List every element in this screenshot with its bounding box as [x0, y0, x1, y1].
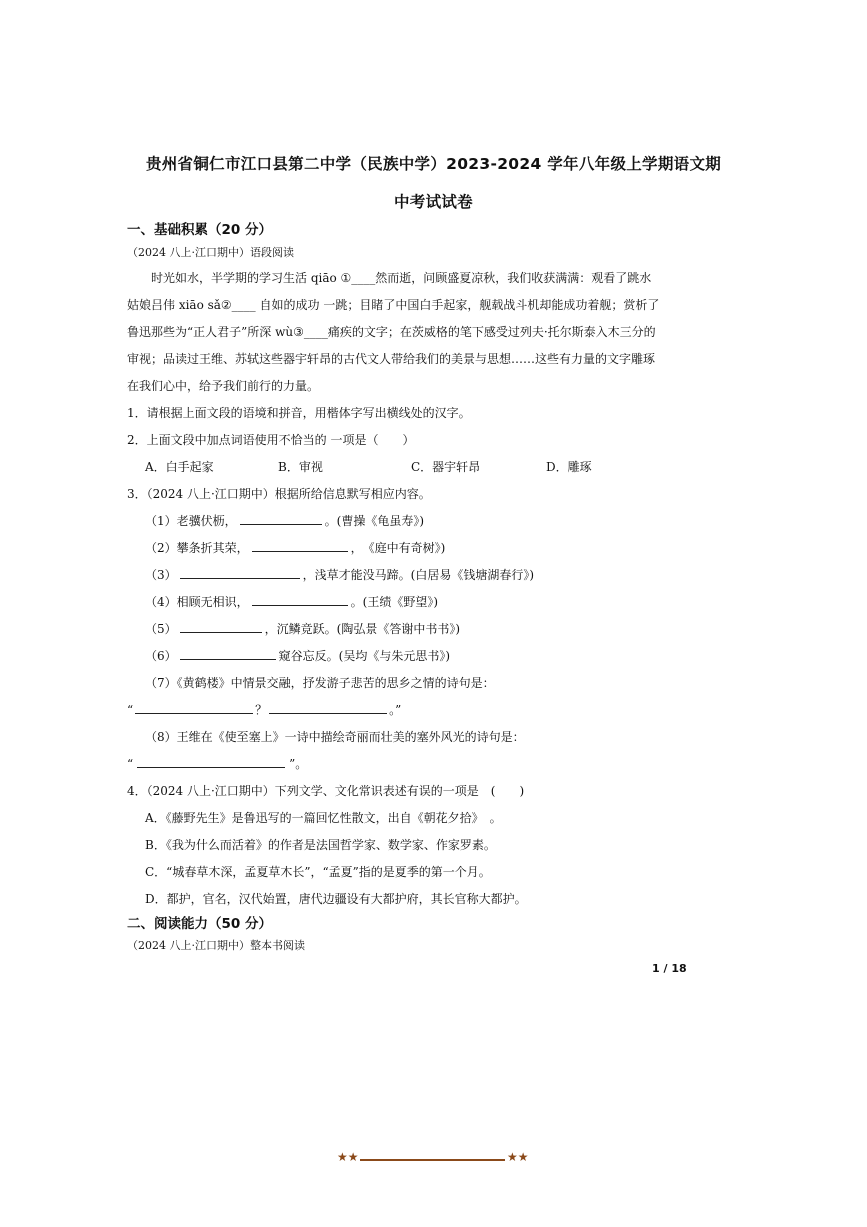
q3-item-8-answer — [127, 755, 307, 772]
q3-item-3 — [145, 566, 534, 583]
q3-item-3-prefix: （3） — [145, 568, 177, 582]
q3-item-2 — [145, 539, 445, 556]
answer-blank[interactable] — [180, 620, 262, 633]
passage-line-5: 在我们心中，给予我们前行的力量。 — [127, 379, 320, 393]
q2-option-a: A．白手起家 — [145, 460, 214, 474]
passage-line-4: 审视；品读过王维、苏轼这些器宇轩昂的古代文人带给我们的美景与思想……这些有力量的文字雕琢 — [127, 352, 656, 366]
q3-item-6-prefix: （6） — [145, 649, 177, 663]
open-quote: “ — [127, 703, 134, 717]
answer-blank[interactable] — [137, 755, 285, 768]
q3-item-6-suffix: 窥谷忘反。(吴均《与朱元思书》) — [278, 649, 451, 663]
q3-item-4-suffix: 。(王绩《野望》) — [350, 595, 439, 609]
q3-item-1-suffix: 。(曹操《龟虽寿》) — [324, 514, 425, 528]
document-title-line-2: 中考试试卷 — [393, 193, 473, 211]
answer-blank[interactable] — [135, 701, 253, 714]
page-number: 1 / 18 — [652, 962, 687, 975]
q2-option-d: D．雕琢 — [546, 460, 592, 474]
q3-item-1 — [145, 512, 424, 529]
q3-item-5-prefix: （5） — [145, 622, 177, 636]
q3-item-5 — [145, 620, 460, 637]
q3-item-2-prefix: （2）攀条折其荣， — [145, 541, 249, 555]
question-3: 3．（2024 八上·江口期中）根据所给信息默写相应内容。 — [127, 487, 431, 501]
q3-item-1-prefix: （1）老骥伏枥， — [145, 514, 237, 528]
q3-item-4 — [145, 593, 438, 610]
answer-blank[interactable] — [240, 512, 322, 525]
q2-option-b: B．审视 — [278, 460, 323, 474]
section-1-source: （2024 八上·江口期中）语段阅读 — [127, 246, 294, 259]
footer-rule — [360, 1159, 505, 1161]
question-2: 2．上面文段中加点词语使用不恰当的 一项是（ ） — [127, 433, 415, 447]
answer-blank[interactable] — [269, 701, 387, 714]
close-quote: ”。 — [289, 757, 308, 771]
question-4: 4．（2024 八上·江口期中）下列文学、文化常识表述有误的一项是 ( ) — [127, 784, 525, 798]
q4-option-b: B．《我为什么而活着》的作者是法国哲学家、数学家、作家罗素。 — [145, 838, 496, 852]
passage-line-1: 时光如水，半学期的学习生活 qiāo ①____然而逝，问顾盛夏凉秋，我们收获满满：观看了跳水 — [151, 271, 652, 285]
close-quote: 。” — [389, 703, 402, 717]
question-1: 1．请根据上面文段的语境和拼音，用楷体字写出横线处的汉字。 — [127, 406, 471, 420]
q3-item-5-suffix: ，沉鳞竞跃。(陶弘景《答谢中书书》) — [264, 622, 461, 636]
footer-stars-left: ★★ — [337, 1150, 359, 1164]
answer-blank[interactable] — [252, 539, 348, 552]
q3-item-3-suffix: ，浅草才能没马蹄。(白居易《钱塘湖春行》) — [302, 568, 535, 582]
answer-blank[interactable] — [180, 647, 276, 660]
q3-item-4-prefix: （4）相顾无相识， — [145, 595, 249, 609]
answer-blank[interactable] — [252, 593, 348, 606]
section-2-heading: 二、阅读能力（50 分） — [127, 916, 272, 932]
footer-ornament — [335, 1150, 535, 1170]
q3-item-7-answer — [127, 701, 401, 718]
q4-option-c: C．“城春草木深，孟夏草木长”，“孟夏”指的是夏季的第一个月。 — [145, 865, 491, 879]
q4-option-d: D．都护，官名，汉代始置，唐代边疆设有大都护府，其长官称大都护。 — [145, 892, 527, 906]
q3-item-6 — [145, 647, 450, 664]
passage-line-2: 姑娘吕伟 xiāo sǎ②____ 自如的成功 一跳；目睹了中国白手起家，舰载战斗机却能成功着舰；赏析了 — [127, 298, 660, 312]
section-2-source: （2024 八上·江口期中）整本书阅读 — [127, 939, 305, 952]
footer-stars-right: ★★ — [507, 1150, 529, 1164]
answer-blank[interactable] — [180, 566, 300, 579]
q3-item-8: （8）王维在《使至塞上》一诗中描绘奇丽而壮美的塞外风光的诗句是： — [145, 730, 525, 744]
passage-line-3: 鲁迅那些为“正人君子”所深 wù③____痛疾的文字；在茨威格的笔下感受过列夫·托尔斯泰入木三分的 — [127, 325, 656, 339]
q4-option-a: A．《藤野先生》是鲁迅写的一篇回忆性散文，出自《朝花夕拾》 。 — [145, 811, 502, 825]
q3-item-2-suffix: ， 《庭中有奇树》) — [350, 541, 446, 555]
document-title-line-1: 贵州省铜仁市江口县第二中学（民族中学）2023-2024 学年八年级上学期语文期 — [145, 155, 722, 173]
q3-item-7: （7）《黄鹤楼》中情景交融，抒发游子悲苦的思乡之情的诗句是： — [145, 676, 495, 690]
question-mark: ？ — [255, 703, 268, 717]
section-1-heading: 一、基础积累（20 分） — [127, 222, 272, 238]
q2-option-c: C．器宇轩昂 — [411, 460, 481, 474]
open-quote: “ — [127, 757, 134, 771]
